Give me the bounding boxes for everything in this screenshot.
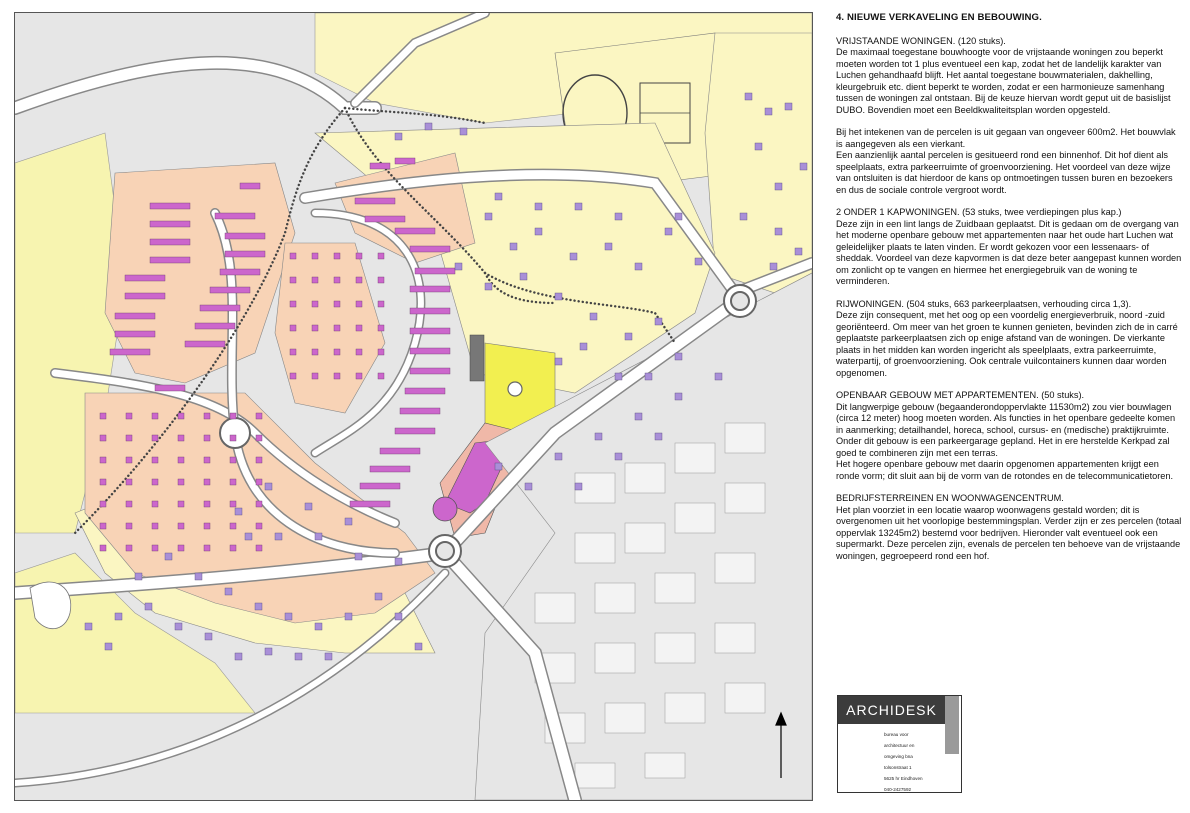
terraced-house <box>312 325 318 331</box>
terraced-house <box>204 501 210 507</box>
terraced-house <box>204 413 210 419</box>
detached-house <box>115 613 122 620</box>
detached-house <box>570 253 577 260</box>
detached-house <box>595 433 602 440</box>
detached-house <box>495 463 502 470</box>
rowhouse-block <box>410 368 450 374</box>
terraced-house <box>378 325 384 331</box>
terraced-house <box>230 523 236 529</box>
section-paragraph: De maximaal toegestane bouwhoogte voor de vrijstaande woningen zou beperkt moeten worden tot 1 plus eventueel een kap, zodat het de landelijk karakter van Luchen gehandhaafd blijft. Het aantal toegestane bouwmaterialen, dakhelling, kleurgebruik etc. dient beperkt te worden, zodat er een harmonieuze samenhang tussen de woningen zal ontstaan. Bij de keuze hiervan wordt geput uit de basislijst DUBO. Bovendien moet een Beeldkwaliteitsplan worden opgesteld. <box>836 47 1171 115</box>
detached-house <box>395 558 402 565</box>
terraced-house <box>334 349 340 355</box>
section-heading: VRIJSTAANDE WONINGEN. (120 stuks). <box>836 35 1006 46</box>
rowhouse-block <box>215 213 255 219</box>
terraced-house <box>126 413 132 419</box>
terraced-house <box>334 301 340 307</box>
rowhouse-block <box>155 385 185 391</box>
section-public-building <box>836 390 1182 482</box>
logo-line: bureau voor <box>884 732 909 737</box>
section-paragraph: Het hogere openbare gebouw met daarin opgenomen appartementen krijgt een ronde vorm; dit sluit aan bij de vorm van de rotondes en de telecommunicatietoren. <box>836 459 1174 481</box>
detached-house <box>355 553 362 560</box>
detached-house <box>590 313 597 320</box>
terraced-house <box>178 545 184 551</box>
section-heading: BEDRIJFSTERREINEN EN WOONWAGENCENTRUM. <box>836 493 1064 503</box>
terraced-house <box>152 479 158 485</box>
terraced-house <box>378 253 384 259</box>
terraced-house <box>204 479 210 485</box>
detached-house <box>485 283 492 290</box>
detached-house <box>235 653 242 660</box>
logo-line: tolsonstraat 1 <box>884 765 912 770</box>
detached-house <box>575 483 582 490</box>
terraced-house <box>356 301 362 307</box>
section-heading: 2 ONDER 1 KAPWONINGEN. (53 stuks, twee verdiepingen plus kap.) <box>836 207 1122 217</box>
terraced-house <box>356 325 362 331</box>
terraced-house <box>152 435 158 441</box>
terraced-house <box>178 523 184 529</box>
rowhouse-block <box>355 198 395 204</box>
terraced-house <box>178 413 184 419</box>
terraced-house <box>126 545 132 551</box>
detached-house <box>535 203 542 210</box>
rowhouse-block <box>380 448 420 454</box>
rowhouse-block <box>150 221 190 227</box>
terraced-house <box>178 435 184 441</box>
detached-house <box>325 653 332 660</box>
rowhouse-block <box>125 275 165 281</box>
section-heading: OPENBAAR GEBOUW MET APPARTEMENTEN. (50 stuks). <box>836 390 1085 400</box>
rowhouse-block <box>115 313 155 319</box>
terraced-house <box>204 457 210 463</box>
section-paragraph: Een aanzienlijk aantal percelen is gesitueerd rond een binnenhof. Dit hof dient als speelplaats, extra parkeerruimte of groenvoorziening. Het voordeel van deze wijze van ontsluiten is dat hierdoor de kans op ontmoetingen tussen buren en bezoekers en dus de sociale controle vergroot wordt. <box>836 150 1173 195</box>
detached-house <box>580 343 587 350</box>
detached-house <box>305 503 312 510</box>
rowhouse-block <box>225 251 265 257</box>
rowhouse-block <box>115 331 155 337</box>
rowhouse-block <box>400 408 440 414</box>
rowhouse-block <box>110 349 150 355</box>
detached-house <box>275 533 282 540</box>
detached-house <box>205 633 212 640</box>
detached-house <box>485 213 492 220</box>
terraced-house <box>152 523 158 529</box>
detached-house <box>575 203 582 210</box>
terraced-house <box>100 435 106 441</box>
detached-house <box>605 243 612 250</box>
terraced-house <box>256 435 262 441</box>
terraced-house <box>312 253 318 259</box>
detached-house <box>645 373 652 380</box>
rowhouse-block <box>410 328 450 334</box>
logo-line: architectuur en <box>884 743 915 748</box>
terraced-house <box>312 349 318 355</box>
detached-house <box>625 333 632 340</box>
terraced-house <box>378 349 384 355</box>
terraced-house <box>204 435 210 441</box>
rowhouse-block <box>395 158 415 164</box>
logo-side-bar <box>945 696 959 754</box>
detached-house <box>555 293 562 300</box>
rowhouse-block <box>350 501 390 507</box>
terraced-house <box>334 325 340 331</box>
detached-house <box>775 228 782 235</box>
detached-house <box>745 93 752 100</box>
detached-house <box>675 393 682 400</box>
logo-name: ARCHIDESK <box>838 696 945 724</box>
detached-house <box>345 518 352 525</box>
terraced-house <box>100 413 106 419</box>
detached-house <box>770 263 777 270</box>
rowhouse-block <box>415 268 455 274</box>
terraced-house <box>334 373 340 379</box>
detached-house <box>555 453 562 460</box>
rowhouse-block <box>395 228 435 234</box>
terraced-house <box>256 479 262 485</box>
rowhouse-block <box>405 388 445 394</box>
detached-house <box>495 193 502 200</box>
detached-house <box>775 183 782 190</box>
detached-house <box>615 213 622 220</box>
rowhouse-block <box>150 203 190 209</box>
terraced-house <box>256 523 262 529</box>
detached-house <box>245 533 252 540</box>
terraced-house <box>100 523 106 529</box>
terraced-house <box>126 479 132 485</box>
detached-house <box>415 643 422 650</box>
detached-house <box>425 123 432 130</box>
detached-house <box>255 603 262 610</box>
terraced-house <box>312 277 318 283</box>
archidesk-logo <box>837 695 962 793</box>
detached-house <box>395 613 402 620</box>
terraced-house <box>126 523 132 529</box>
logo-address <box>884 729 923 795</box>
detached-house <box>615 373 622 380</box>
rowhouse-block <box>410 348 450 354</box>
detached-house <box>145 603 152 610</box>
terraced-house <box>152 413 158 419</box>
terraced-house <box>230 501 236 507</box>
rowhouse-block <box>150 257 190 263</box>
rowhouse-block <box>225 233 265 239</box>
terraced-house <box>256 545 262 551</box>
detached-house <box>695 258 702 265</box>
terraced-house <box>334 277 340 283</box>
logo-line: 5625 hr Eindhoven <box>884 776 923 781</box>
detached-house <box>235 508 242 515</box>
terraced-house <box>290 277 296 283</box>
terraced-house <box>152 501 158 507</box>
section-paragraph: Bij het intekenen van de percelen is uit gegaan van ongeveer 600m2. Het bouwvlak is aangegeven als een vierkant. <box>836 127 1176 149</box>
detached-house <box>265 648 272 655</box>
document-title: 4. NIEUWE VERKAVELING EN BEBOUWING. <box>836 12 1042 23</box>
terraced-house <box>100 457 106 463</box>
detached-house <box>635 413 642 420</box>
detached-house <box>765 108 772 115</box>
detached-house <box>520 273 527 280</box>
terraced-house <box>290 325 296 331</box>
section-paragraph: Dit langwerpige gebouw (begaanderondoppervlakte 11530m2) zou vier bouwlagen (circa 12 meter) hoog moeten worden. Als functies in het openbare gedeelte komen in aanmerking; detailhandel, horeca, school, cursus- en (medische) praktijkruimte. Onder dit gebouw is een parkeergarage gepland. Het in ere herstelde Kerkpad zal goed te combineren zijn met een terras. <box>836 401 1176 458</box>
detached-house <box>800 163 807 170</box>
terraced-house <box>126 501 132 507</box>
section-semi-detached <box>836 207 1182 288</box>
logo-line: 040-2427592 <box>884 787 912 792</box>
section-terraced-houses <box>836 299 1182 380</box>
detached-house <box>675 353 682 360</box>
detached-house <box>315 623 322 630</box>
detached-house <box>535 228 542 235</box>
detached-house <box>375 593 382 600</box>
plan-description <box>836 12 1182 573</box>
rowhouse-block <box>150 239 190 245</box>
section-business-park <box>836 493 1182 562</box>
detached-house <box>395 133 402 140</box>
rowhouse-block <box>365 216 405 222</box>
terraced-house <box>230 479 236 485</box>
rowhouse-block <box>185 341 225 347</box>
detached-house <box>165 553 172 560</box>
terraced-house <box>126 457 132 463</box>
rowhouse-block <box>410 308 450 314</box>
terraced-house <box>256 457 262 463</box>
rowhouse-block <box>125 293 165 299</box>
rowhouse-block <box>210 287 250 293</box>
section-heading: RIJWONINGEN. (504 stuks, 663 parkeerplaatsen, verhouding circa 1,3). <box>836 298 1132 309</box>
rowhouse-block <box>370 163 390 169</box>
terraced-house <box>100 479 106 485</box>
detached-house <box>135 573 142 580</box>
detached-house <box>345 613 352 620</box>
terraced-house <box>152 545 158 551</box>
terraced-house <box>290 349 296 355</box>
terraced-house <box>334 253 340 259</box>
detached-house <box>665 228 672 235</box>
section-paragraph: Deze zijn in een lint langs de Zuidbaan geplaatst. Dit is gedaan om de overgang van het moderne openbare gebouw met appartementen naar het oude hart Luchen wat geleidelijker plaats te laten vinden. Er wordt gekozen voor een lessenaars- of sheddak. Voordeel van deze kapvormen is dat deze beter aangepast kunnen worden om zonlicht op te vangen en hiermee het energiegebruik van de woning te verminderen. <box>836 218 1182 286</box>
rowhouse-block <box>410 286 450 292</box>
terraced-house <box>256 413 262 419</box>
site-plan-drawing <box>15 13 812 800</box>
logo-line: omgeving bna <box>884 754 913 759</box>
detached-house <box>295 653 302 660</box>
terraced-house <box>356 373 362 379</box>
terraced-house <box>152 457 158 463</box>
terraced-house <box>204 545 210 551</box>
rowhouse-block <box>360 483 400 489</box>
rowhouse-block <box>220 269 260 275</box>
detached-house <box>715 373 722 380</box>
terraced-house <box>290 373 296 379</box>
terraced-house <box>230 435 236 441</box>
detached-house <box>510 243 517 250</box>
terraced-house <box>100 501 106 507</box>
detached-house <box>655 433 662 440</box>
terraced-house <box>230 413 236 419</box>
detached-house <box>85 623 92 630</box>
section-paragraph: Het plan voorziet in een locatie waarop woonwagens gestald worden; dit is overgenomen uit het voorlopige bestemmingsplan. Verder zijn er zes percelen (totaal oppervlak 13245m2) bestemd voor bedrijven. Hieronder valt eventueel ook een supermarkt. Deze percelen zijn, evenals de percelen ten behoeve van de vrijstaande woningen, gegroepeerd rond een hof. <box>836 504 1182 561</box>
detached-house <box>555 358 562 365</box>
terraced-house <box>178 457 184 463</box>
terraced-house <box>312 373 318 379</box>
terraced-house <box>178 479 184 485</box>
detached-house <box>225 588 232 595</box>
detached-house <box>755 143 762 150</box>
terraced-house <box>290 301 296 307</box>
terraced-house <box>356 253 362 259</box>
detached-house <box>675 213 682 220</box>
site-plan-map <box>14 12 813 801</box>
terraced-house <box>356 349 362 355</box>
section-paragraph: Deze zijn consequent, met het oog op een voordelig energieverbruik, noord -zuid georiënteerd. Om meer van het groen te kunnen genieten, bevinden zich de in carré geplaatste parkeerplaatsen zich op enige afstand van de woningen. De vierkante plaats in het midden kan worden ingericht als speelplaats, extra parkeerruimte, waterpartij, of groenvoorziening. Ook centrale vuilcontainers kunnen daar worden opgenomen. <box>836 310 1178 378</box>
terraced-house <box>312 301 318 307</box>
detached-house <box>460 128 467 135</box>
terraced-house <box>230 545 236 551</box>
terraced-house <box>204 523 210 529</box>
rowhouse-block <box>200 305 240 311</box>
detached-house <box>265 483 272 490</box>
detached-house <box>615 453 622 460</box>
rowhouse-block <box>395 428 435 434</box>
terraced-house <box>378 277 384 283</box>
terraced-house <box>230 457 236 463</box>
detached-house <box>315 533 322 540</box>
detached-house <box>795 248 802 255</box>
terraced-house <box>126 435 132 441</box>
detached-house <box>195 573 202 580</box>
terraced-house <box>356 277 362 283</box>
detached-house <box>635 263 642 270</box>
detached-house <box>455 263 462 270</box>
rowhouse-block <box>240 183 260 189</box>
terraced-house <box>290 253 296 259</box>
terraced-house <box>178 501 184 507</box>
terraced-house <box>378 373 384 379</box>
detached-house <box>525 483 532 490</box>
detached-house <box>285 613 292 620</box>
detached-house <box>105 643 112 650</box>
detached-house <box>175 623 182 630</box>
detached-house <box>740 213 747 220</box>
terraced-house <box>256 501 262 507</box>
detached-house <box>785 103 792 110</box>
rowhouse-block <box>370 466 410 472</box>
rowhouse-block <box>195 323 235 329</box>
terraced-house <box>378 301 384 307</box>
detached-house <box>655 318 662 325</box>
terraced-house <box>100 545 106 551</box>
rowhouse-block <box>410 246 450 252</box>
section-detached-houses <box>836 36 1182 197</box>
